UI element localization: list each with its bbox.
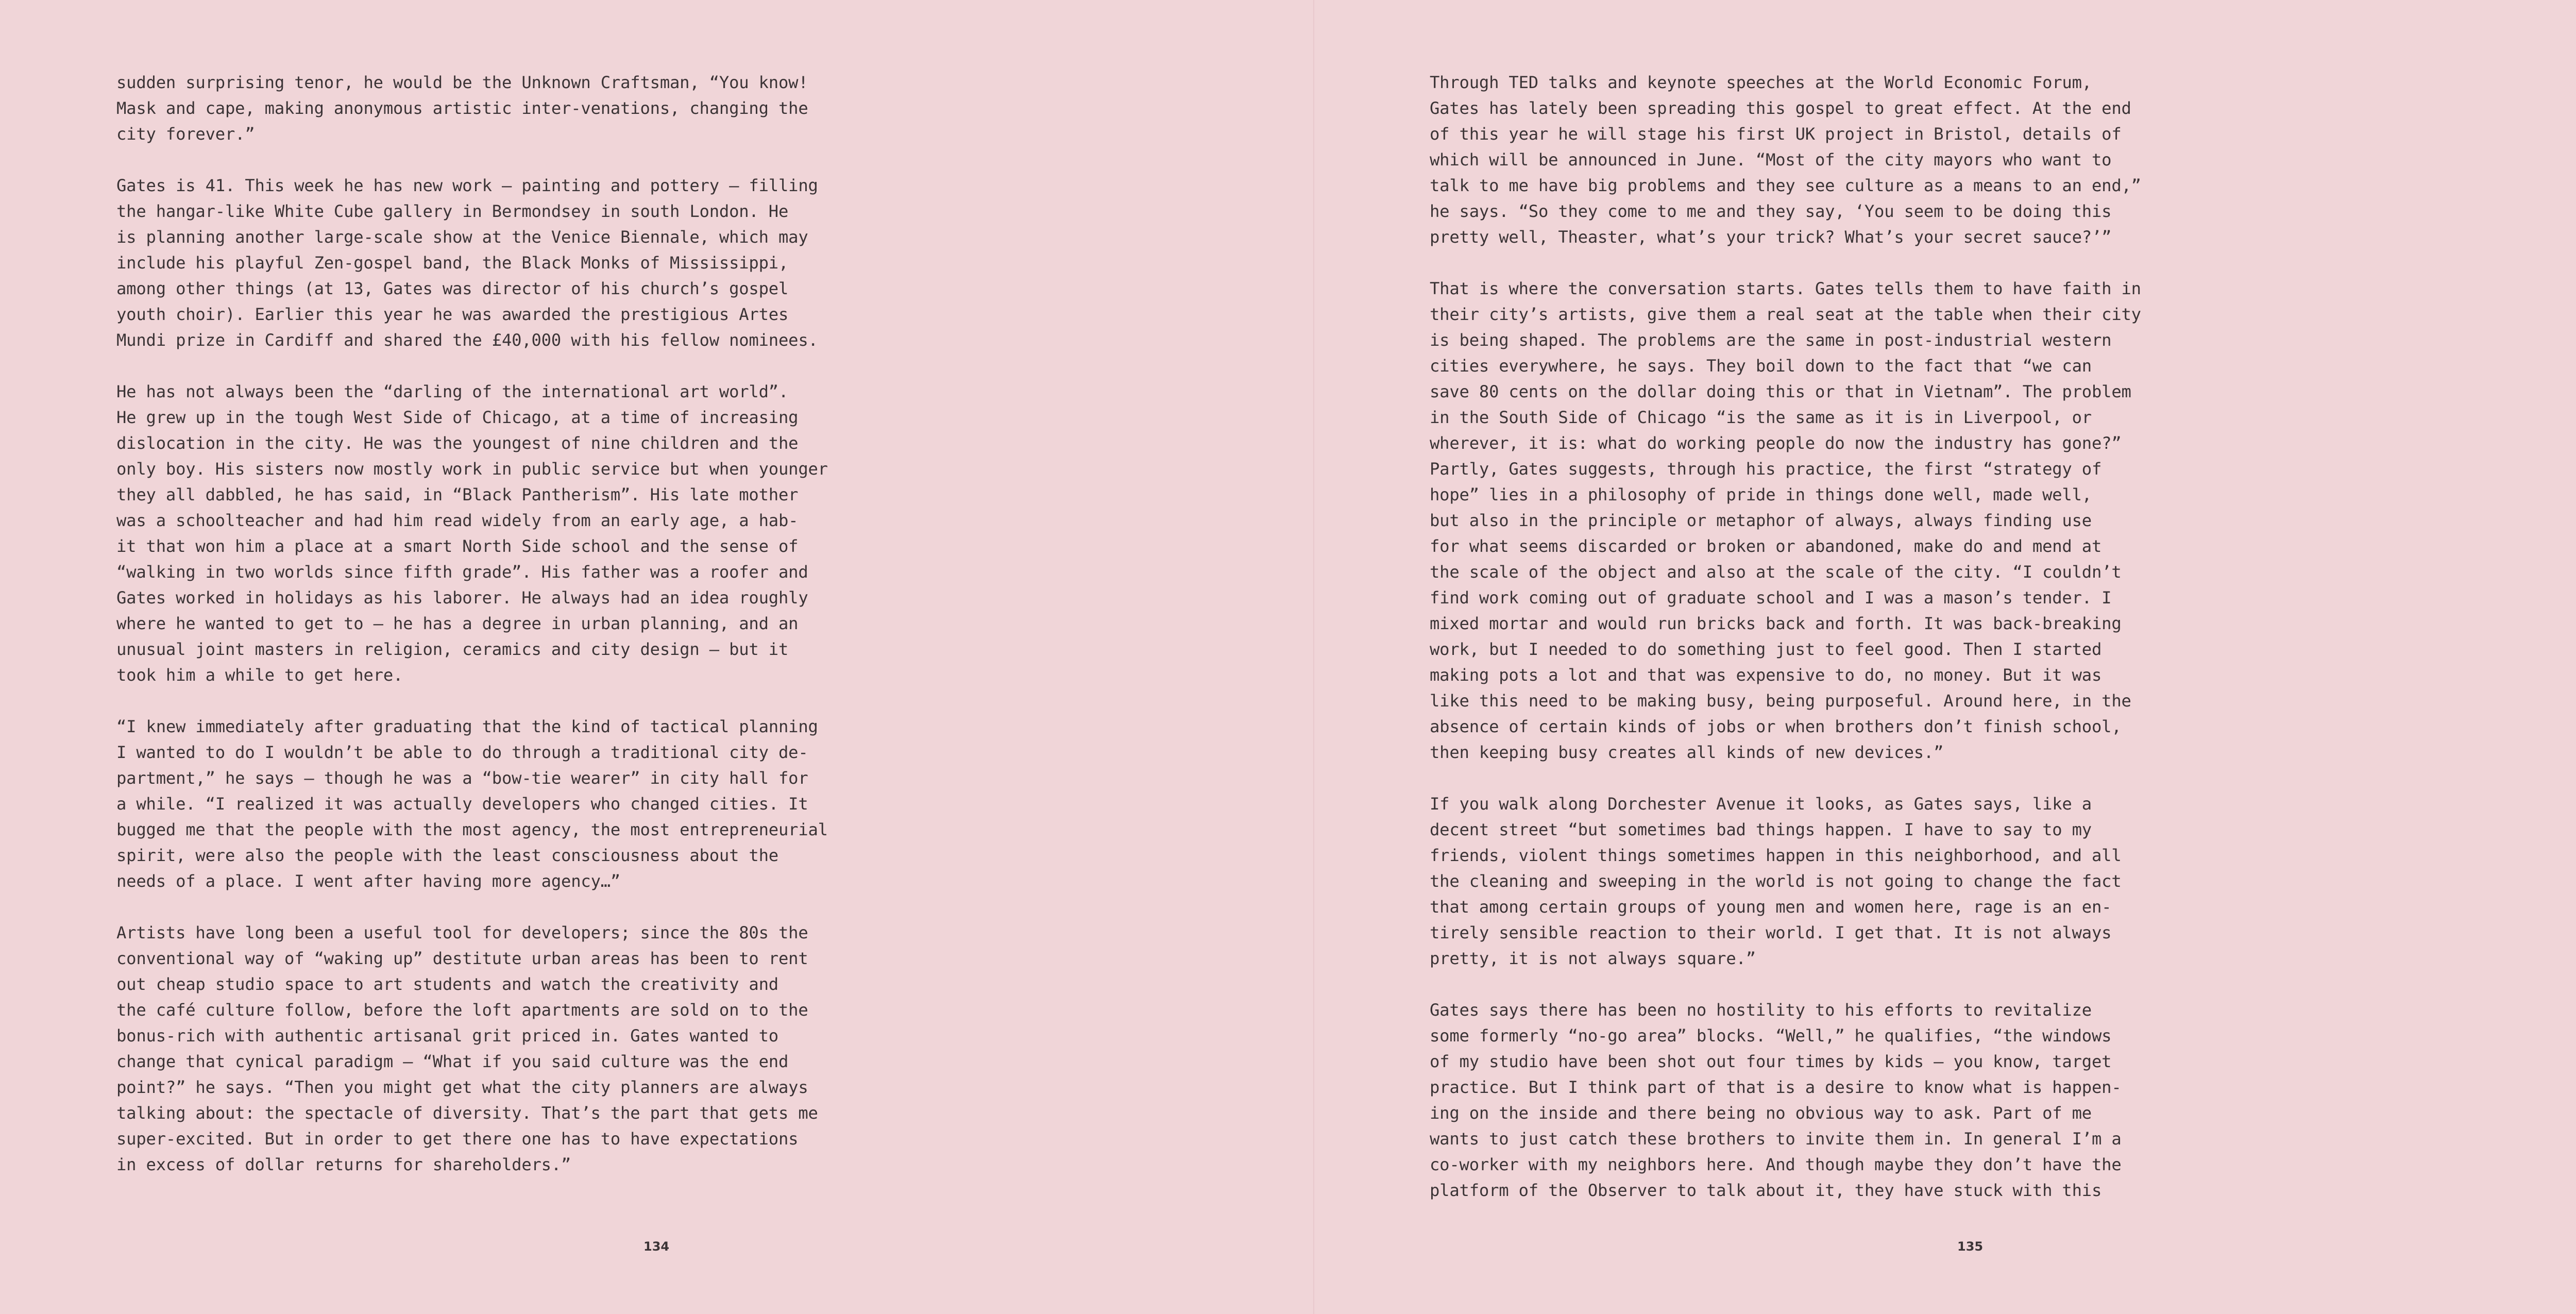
text-line: Mundi prize in Cardiff and shared the £40,000 with his fellow nominees. bbox=[116, 330, 818, 350]
text-line: “I knew immediately after graduating that the kind of tactical planning bbox=[116, 717, 818, 736]
text-line: out cheap studio space to art students and watch the creativity and bbox=[116, 974, 778, 994]
text-line: only boy. His sisters now mostly work in public service but when younger bbox=[116, 459, 828, 479]
right-text-column bbox=[1430, 70, 2146, 1229]
text-line: Gates has lately been spreading this gospel to great effect. At the end bbox=[1430, 98, 2131, 118]
text-line: among other things (at 13, Gates was director of his church’s gospel bbox=[116, 279, 789, 298]
text-line: bonus-rich with authentic artisanal grit priced in. Gates wanted to bbox=[116, 1026, 778, 1046]
text-line: wherever, it is: what do working people do now the industry has gone?” bbox=[1430, 433, 2122, 453]
text-line: they all dabbled, he has said, in “Black Pantherism”. His late mother bbox=[116, 485, 799, 504]
text-line: friends, violent things sometimes happen in this neighborhood, and all bbox=[1430, 846, 2122, 865]
text-line: He grew up in the tough West Side of Chicago, at a time of increasing bbox=[116, 408, 799, 427]
text-line: is being shaped. The problems are the same in post-industrial western bbox=[1430, 330, 2112, 350]
text-line: practice. But I think part of that is a desire to know what is happen- bbox=[1430, 1077, 2122, 1097]
text-line: the cleaning and sweeping in the world is not going to change the fact bbox=[1430, 871, 2122, 891]
text-line: the café culture follow, before the loft apartments are sold on to the bbox=[116, 1000, 808, 1020]
text-line: talk to me have big problems and they see culture as a means to an end,” bbox=[1430, 176, 2141, 195]
text-line: He has not always been the “darling of the international art world”. bbox=[116, 382, 789, 401]
paragraph bbox=[1430, 276, 2146, 765]
text-line: needs of a place. I went after having more agency…” bbox=[116, 871, 621, 891]
text-line: “walking in two worlds since fifth grade”. His father was a roofer and bbox=[116, 562, 808, 582]
paragraph bbox=[1430, 997, 2146, 1203]
text-line: change that cynical paradigm – “What if you said culture was the end bbox=[116, 1052, 789, 1071]
text-line: like this need to be making busy, being purposeful. Around here, in the bbox=[1430, 691, 2131, 711]
text-line: is planning another large-scale show at the Venice Biennale, which may bbox=[116, 227, 808, 247]
text-line: wants to just catch these brothers to invite them in. In general I’m a bbox=[1430, 1129, 2122, 1149]
text-line: city forever.” bbox=[116, 124, 255, 144]
text-line: where he wanted to get to – he has a degree in urban planning, and an bbox=[116, 614, 799, 633]
text-line: bugged me that the people with the most agency, the most entrepreneurial bbox=[116, 820, 828, 839]
text-line: the scale of the object and also at the scale of the city. “I couldn’t bbox=[1430, 562, 2122, 582]
text-line: spirit, were also the people with the least consciousness about the bbox=[116, 846, 778, 865]
text-line: I wanted to do I wouldn’t be able to do through a traditional city de- bbox=[116, 743, 808, 762]
text-line: youth choir). Earlier this year he was awarded the prestigious Artes bbox=[116, 305, 789, 324]
text-line: tirely sensible reaction to their world. I get that. It is not always bbox=[1430, 923, 2112, 942]
text-line: their city’s artists, give them a real seat at the table when their city bbox=[1430, 305, 2141, 324]
text-line: Gates worked in holidays as his laborer. He always had an idea roughly bbox=[116, 588, 808, 608]
text-line: unusual joint masters in religion, ceramics and city design – but it bbox=[116, 639, 789, 659]
text-line: was a schoolteacher and had him read widely from an early age, a hab- bbox=[116, 511, 799, 530]
paragraph bbox=[116, 714, 833, 894]
text-line: it that won him a place at a smart North Side school and the sense of bbox=[116, 536, 799, 556]
paragraph bbox=[116, 173, 833, 353]
text-line: work, but I needed to do something just to feel good. Then I started bbox=[1430, 639, 2102, 659]
text-line: but also in the principle or metaphor of always, always finding use bbox=[1430, 511, 2092, 530]
text-line: a while. “I realized it was actually developers who changed cities. It bbox=[116, 794, 808, 814]
page-number-right: 135 bbox=[1957, 1239, 1984, 1254]
text-line: of this year he will stage his first UK project in Bristol, details of bbox=[1430, 124, 2122, 144]
text-line: save 80 cents on the dollar doing this or that in Vietnam”. The problem bbox=[1430, 382, 2131, 401]
text-line: in the South Side of Chicago “is the same as it is in Liverpool, or bbox=[1430, 408, 2092, 427]
text-line: find work coming out of graduate school and I was a mason’s tender. I bbox=[1430, 588, 2112, 608]
text-line: partment,” he says – though he was a “bow-tie wearer” in city hall for bbox=[116, 768, 808, 788]
page-number-left: 134 bbox=[643, 1239, 670, 1254]
paragraph bbox=[116, 70, 833, 147]
text-line: conventional way of “waking up” destitute urban areas has been to rent bbox=[116, 949, 808, 968]
text-line: Gates is 41. This week he has new work – painting and pottery – filling bbox=[116, 176, 818, 195]
text-line: dislocation in the city. He was the youngest of nine children and the bbox=[116, 433, 799, 453]
text-line: absence of certain kinds of jobs or when brothers don’t finish school, bbox=[1430, 717, 2122, 736]
text-line: co-worker with my neighbors here. And though maybe they don’t have the bbox=[1430, 1155, 2122, 1174]
text-line: Gates says there has been no hostility to his efforts to revitalize bbox=[1430, 1000, 2092, 1020]
text-line: Artists have long been a useful tool for developers; since the 80s the bbox=[116, 923, 808, 942]
text-line: Partly, Gates suggests, through his practice, the first “strategy of bbox=[1430, 459, 2102, 479]
text-line: sudden surprising tenor, he would be the Unknown Craftsman, “You know! bbox=[116, 73, 808, 92]
text-line: for what seems discarded or broken or abandoned, make do and mend at bbox=[1430, 536, 2102, 556]
text-line: making pots a lot and that was expensive to do, no money. But it was bbox=[1430, 665, 2102, 685]
text-line: That is where the conversation starts. Gates tells them to have faith in bbox=[1430, 279, 2141, 298]
text-line: decent street “but sometimes bad things happen. I have to say to my bbox=[1430, 820, 2092, 839]
text-line: ing on the inside and there being no obvious way to ask. Part of me bbox=[1430, 1103, 2092, 1123]
text-line: mixed mortar and would run bricks back and forth. It was back-breaking bbox=[1430, 614, 2122, 633]
text-line: some formerly “no-go area” blocks. “Well,” he qualifies, “the windows bbox=[1430, 1026, 2112, 1046]
text-line: Through TED talks and keynote speeches at the World Economic Forum, bbox=[1430, 73, 2092, 92]
text-line: cities everywhere, he says. They boil down to the fact that “we can bbox=[1430, 356, 2092, 376]
text-line: in excess of dollar returns for shareholders.” bbox=[116, 1155, 571, 1174]
text-line: pretty, it is not always square.” bbox=[1430, 949, 1756, 968]
text-line: then keeping busy creates all kinds of new devices.” bbox=[1430, 743, 1944, 762]
text-line: hope” lies in a philosophy of pride in things done well, made well, bbox=[1430, 485, 2092, 504]
text-line: If you walk along Dorchester Avenue it looks, as Gates says, like a bbox=[1430, 794, 2092, 814]
text-line: he says. “So they come to me and they say, ‘You seem to be doing this bbox=[1430, 201, 2112, 221]
text-line: of my studio have been shot out four times by kids – you know, target bbox=[1430, 1052, 2112, 1071]
right-page bbox=[1314, 0, 2576, 1314]
text-line: include his playful Zen-gospel band, the Black Monks of Mississippi, bbox=[116, 253, 789, 273]
text-line: which will be announced in June. “Most of the city mayors who want to bbox=[1430, 150, 2112, 170]
text-line: took him a while to get here. bbox=[116, 665, 403, 685]
text-line: the hangar-like White Cube gallery in Bermondsey in south London. He bbox=[116, 201, 789, 221]
text-line: point?” he says. “Then you might get what the city planners are always bbox=[116, 1077, 808, 1097]
text-line: super-excited. But in order to get there one has to have expectations bbox=[116, 1129, 799, 1149]
paragraph bbox=[1430, 70, 2146, 250]
text-line: Mask and cape, making anonymous artistic inter-venations, changing the bbox=[116, 98, 808, 118]
left-text-column bbox=[116, 70, 833, 1203]
paragraph bbox=[116, 379, 833, 688]
text-line: that among certain groups of young men and women here, rage is an en- bbox=[1430, 897, 2112, 917]
paragraph bbox=[1430, 791, 2146, 971]
paragraph bbox=[116, 920, 833, 1177]
text-line: platform of the Observer to talk about it, they have stuck with this bbox=[1430, 1181, 2102, 1200]
text-line: pretty well, Theaster, what’s your trick? What’s your secret sauce?’” bbox=[1430, 227, 2112, 247]
text-line: talking about: the spectacle of diversity. That’s the part that gets me bbox=[116, 1103, 818, 1123]
